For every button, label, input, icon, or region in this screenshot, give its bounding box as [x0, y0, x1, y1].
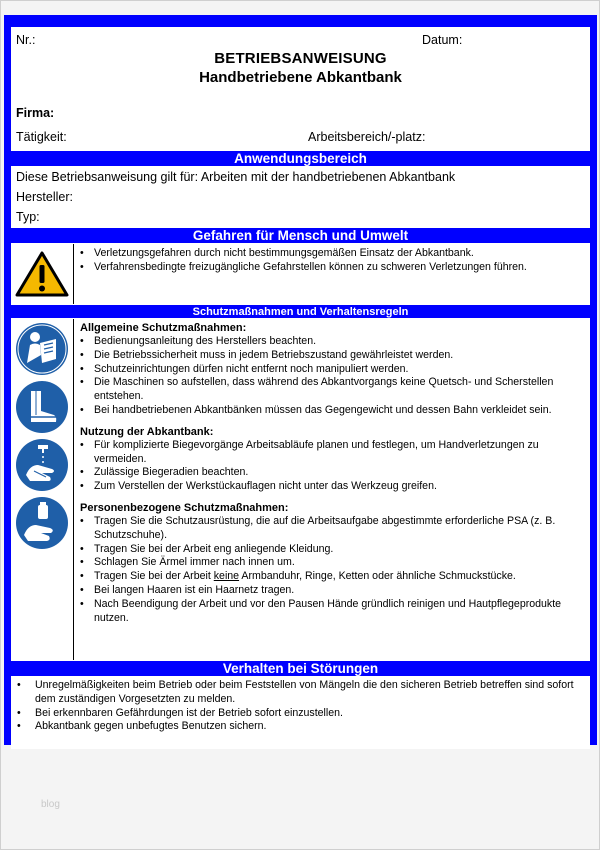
- list-item: • Tragen Sie bei der Arbeit eng anliegende Kleidung.: [74, 543, 590, 557]
- personenbezogene-schutzmassnahmen-title: Personenbezogene Schutzmaßnahmen:: [80, 501, 289, 514]
- nutzung-title: Nutzung der Abkantbank:: [80, 425, 214, 438]
- list-item: • Zum Verstellen der Werkstückauflagen nicht unter das Werkzeug greifen.: [74, 480, 590, 494]
- firma-label: Firma:: [16, 106, 55, 120]
- list-item: [74, 570, 590, 584]
- list-item: • Bedienungsanleitung des Herstellers beachten.: [74, 335, 590, 349]
- personenbezogene-schutzmassnahmen-list: [74, 515, 590, 625]
- list-item: • Die Maschinen so aufstellen, dass während des Abkantvorgangs keine Quetsch- und Scherstellen entstehen.: [74, 376, 590, 404]
- wash-hands-icon: [14, 437, 70, 493]
- list-item: • Abkantbank gegen unbefugtes Benutzen sichern.: [11, 720, 590, 734]
- nutzung-list: [74, 439, 590, 494]
- keine-prefix: Tragen Sie bei der Arbeit: [94, 570, 214, 583]
- list-item: • Bei handbetriebenen Abkantbänken müssen das Gegengewicht und dessen Bahn verkleidet sein.: [74, 404, 590, 418]
- list-item: • Schlagen Sie Ärmel immer nach innen um.: [74, 556, 590, 570]
- hersteller-label: Hersteller:: [16, 190, 73, 204]
- arbeitsbereich-label: Arbeitsbereich/-platz:: [308, 130, 426, 144]
- allgemeine-schutzmassnahmen-list: [74, 335, 590, 418]
- list-item: • Verfahrensbedingte freizugängliche Gefahrstellen können zu schweren Verletzungen führen.: [74, 261, 590, 275]
- nr-label: Nr.:: [16, 33, 36, 47]
- stoerungen-section: [11, 677, 590, 749]
- list-item: • Die Betriebssicherheit muss in jedem Betriebszustand gewährleistet werden.: [74, 349, 590, 363]
- schutzmassnahmen-section: [11, 319, 590, 660]
- safety-boots-icon: [14, 379, 70, 435]
- hand-cream-icon: [14, 495, 70, 551]
- gilt-fuer-text: Diese Betriebsanweisung gilt für: Arbeiten mit der handbetriebenen Abkantbank: [16, 170, 456, 184]
- document-title: BETRIEBSANWEISUNG: [214, 50, 387, 67]
- schutzmassnahmen-heading: Schutzmaßnahmen und Verhaltensregeln: [11, 304, 590, 319]
- list-item: • Bei erkennbaren Gefährdungen ist der Betrieb sofort einzustellen.: [11, 707, 590, 721]
- taetigkeit-label: Tätigkeit:: [16, 130, 67, 144]
- typ-label: Typ:: [16, 210, 40, 224]
- gefahren-section: [11, 244, 590, 304]
- anwendungsbereich-section: [11, 167, 590, 227]
- list-item: • Für komplizierte Biegevorgänge Arbeitsabläufe planen und festlegen, um Handverletzungen zu vermeiden.: [74, 439, 590, 467]
- list-item: • Tragen Sie die Schutzausrüstung, die auf die Arbeitsaufgabe abgestimmte erforderliche PSA (z. B. Schutzschuhe).: [74, 515, 590, 543]
- keine-suffix: Armbanduhr, Ringe, Ketten oder ähnliche Schmuckstücke.: [239, 570, 516, 583]
- list-item: • Bei langen Haaren ist ein Haarnetz tragen.: [74, 584, 590, 598]
- stoerungen-list: [11, 679, 590, 734]
- document-subtitle: Handbetriebene Abkantbank: [199, 69, 402, 86]
- anwendungsbereich-heading: Anwendungsbereich: [11, 150, 590, 167]
- datum-label: Datum:: [422, 33, 463, 47]
- warning-triangle-icon: [15, 250, 69, 298]
- header-section: [11, 27, 590, 150]
- allgemeine-schutzmassnahmen-title: Allgemeine Schutzmaßnahmen:: [80, 322, 247, 334]
- read-manual-icon: [14, 321, 70, 377]
- watermark-text: blog: [41, 799, 60, 810]
- stoerungen-heading: Verhalten bei Störungen: [11, 660, 590, 677]
- operating-instruction-frame: [4, 15, 597, 745]
- list-item: • Schutzeinrichtungen dürfen nicht entfernt noch manipuliert werden.: [74, 363, 590, 377]
- list-item: • Verletzungsgefahren durch nicht bestimmungsgemäßen Einsatz der Abkantbank.: [74, 247, 590, 261]
- list-item: • Zulässige Biegeradien beachten.: [74, 466, 590, 480]
- gefahren-heading: Gefahren für Mensch und Umwelt: [11, 227, 590, 244]
- list-item: • Unregelmäßigkeiten beim Betrieb oder beim Feststellen von Mängeln die den sicheren Betrieb betreffen sind sofort dem zuständigen Vorgesetzten zu melden.: [11, 679, 590, 707]
- gefahren-list: [74, 247, 590, 275]
- keine-emphasis: keine: [213, 570, 240, 583]
- list-item: • Nach Beendigung der Arbeit und vor den Pausen Hände gründlich reinigen und Hautpflegeprodukte nutzen.: [74, 598, 590, 626]
